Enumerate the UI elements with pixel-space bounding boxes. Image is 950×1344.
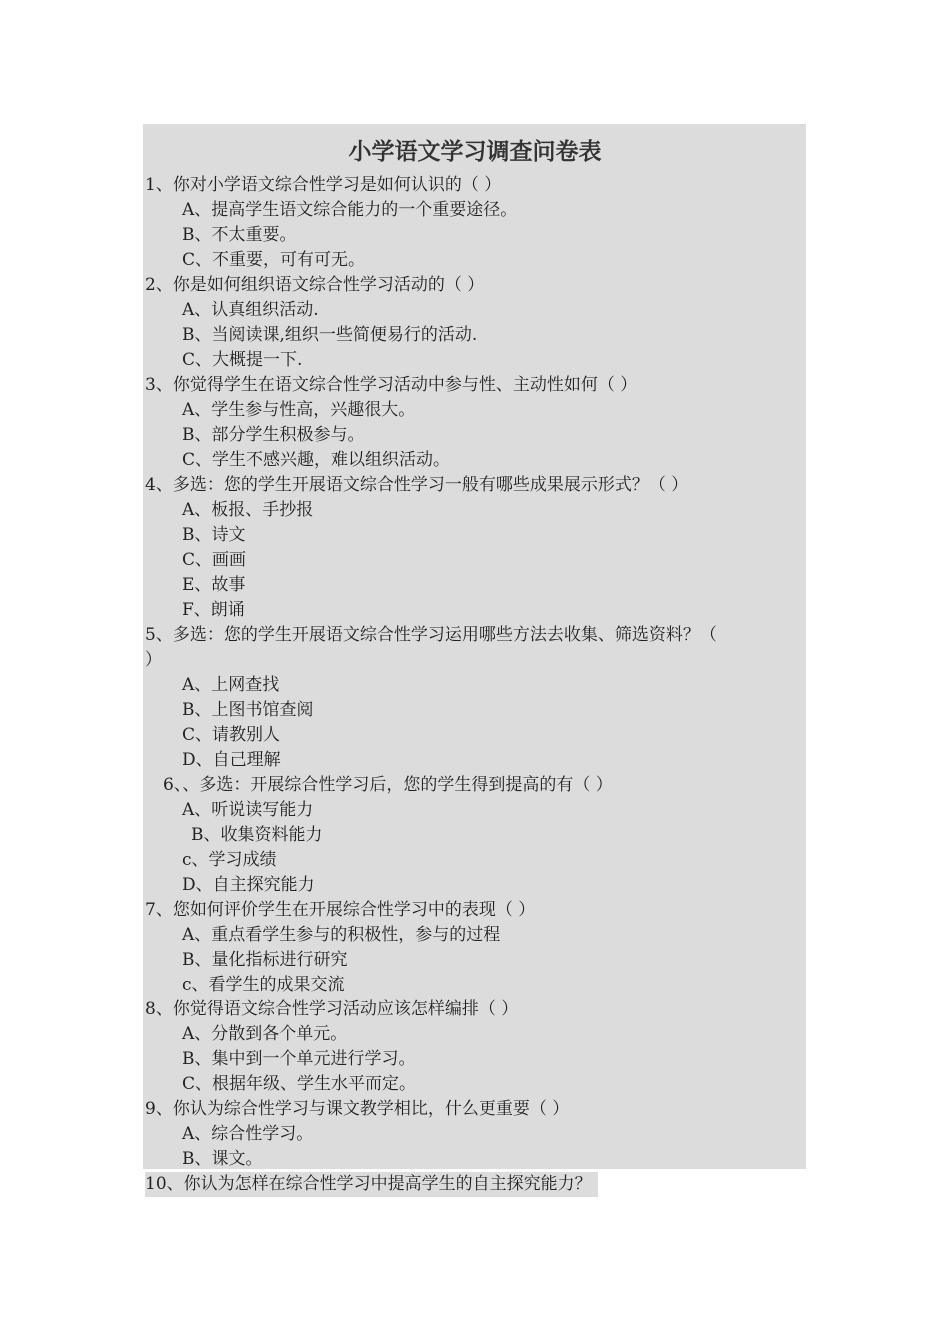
question-5-continuation: ） xyxy=(145,650,162,670)
option: B、量化指标进行研究 xyxy=(182,950,348,970)
question-6: 6、、多选：开展综合性学习后，您的学生得到提高的有（ ） xyxy=(163,775,613,795)
option: B、不太重要。 xyxy=(182,225,297,245)
option: C、请教别人 xyxy=(182,725,281,745)
option: C、不重要，可有可无。 xyxy=(182,250,366,270)
option: F、朗诵 xyxy=(182,600,245,620)
option: c、学习成绩 xyxy=(182,850,277,870)
option: B、课文。 xyxy=(182,1149,263,1169)
option: A、重点看学生参与的积极性，参与的过程 xyxy=(182,925,501,945)
option: B、集中到一个单元进行学习。 xyxy=(182,1049,416,1069)
option: E、故事 xyxy=(182,575,246,595)
option: B、当阅读课,组织一些简便易行的活动. xyxy=(182,325,478,345)
option: C、学生不感兴趣，难以组织活动。 xyxy=(182,450,451,470)
option: D、自己理解 xyxy=(182,750,281,770)
question-3: 3、你觉得学生在语文综合性学习活动中参与性、主动性如何（ ） xyxy=(145,375,638,395)
option: c、看学生的成果交流 xyxy=(182,975,345,995)
question-8: 8、你觉得语文综合性学习活动应该怎样编排（ ） xyxy=(145,999,519,1019)
option: A、听说读写能力 xyxy=(182,800,314,820)
option: C、大概提一下. xyxy=(182,350,303,370)
option: A、综合性学习。 xyxy=(182,1124,314,1144)
question-1: 1、你对小学语文综合性学习是如何认识的（ ） xyxy=(145,175,502,195)
option: C、画画 xyxy=(182,550,247,570)
question-7: 7、您如何评价学生在开展综合性学习中的表现（ ） xyxy=(145,900,536,920)
option: A、提高学生语文综合能力的一个重要途径。 xyxy=(182,200,518,220)
option: B、诗文 xyxy=(182,525,246,545)
option: C、根据年级、学生水平而定。 xyxy=(182,1074,417,1094)
option: A、上网查找 xyxy=(182,675,280,695)
option: D、自主探究能力 xyxy=(182,875,315,895)
question-10: 10、你认为怎样在综合性学习中提高学生的自主探究能力？ xyxy=(145,1172,598,1197)
option: A、板报、手抄报 xyxy=(182,500,314,520)
question-9: 9、你认为综合性学习与课文教学相比，什么更重要（ ） xyxy=(145,1099,570,1119)
question-2: 2、你是如何组织语文综合性学习活动的（ ） xyxy=(145,275,485,295)
option: A、分散到各个单元。 xyxy=(182,1024,348,1044)
question-4: 4、多选：您的学生开展语文综合性学习一般有哪些成果展示形式？（ ） xyxy=(145,475,689,495)
option: B、收集资料能力 xyxy=(191,825,323,845)
option: B、部分学生积极参与。 xyxy=(182,425,365,445)
option: A、认真组织活动. xyxy=(182,300,319,320)
option: A、学生参与性高，兴趣很大。 xyxy=(182,400,416,420)
option: B、上图书馆查阅 xyxy=(182,700,314,720)
document-title: 小学语文学习调查问卷表 xyxy=(348,139,602,165)
question-5: 5、多选：您的学生开展语文综合性学习运用哪些方法去收集、筛选资料？（ xyxy=(145,625,717,645)
